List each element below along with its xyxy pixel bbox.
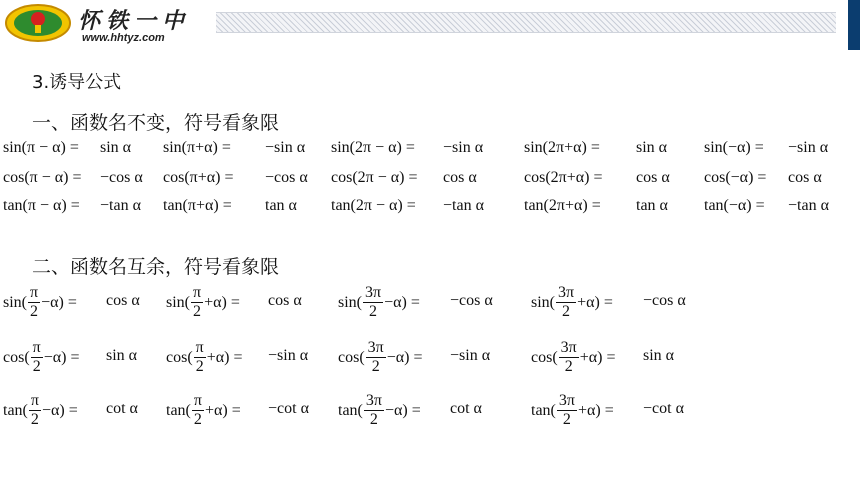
fraction — [556, 284, 576, 321]
formula-tail: +α) = — [204, 401, 241, 419]
fraction-numerator: 3π — [560, 339, 577, 356]
formula-rhs: −sin α — [443, 139, 484, 156]
formula-function: cos( — [531, 348, 558, 366]
fraction-numerator: π — [193, 392, 202, 409]
formula-rhs: cos α — [443, 169, 477, 186]
formula-rhs: −sin α — [450, 347, 491, 364]
formula-rhs: cot α — [450, 400, 482, 417]
formula-lhs: cos(−α) = — [704, 169, 767, 186]
formula-function: sin( — [166, 293, 190, 311]
formula-lhs: tan(π+α) = — [163, 197, 232, 214]
formula-tail: +α) = — [577, 401, 614, 419]
fraction-numerator: 3π — [365, 392, 382, 409]
formula-rhs: tan α — [636, 197, 668, 214]
formula-rhs: sin α — [100, 139, 132, 156]
formula-lhs: sin(π − α) = — [3, 139, 79, 156]
fraction-denominator: 2 — [195, 358, 204, 375]
formula-lhs: cos(2π+α) = — [524, 169, 603, 186]
formula-function: sin( — [338, 293, 362, 311]
formula-lhs: sin(−α) = — [704, 139, 764, 156]
fraction-denominator: 2 — [193, 411, 202, 428]
fraction-numerator: π — [195, 339, 204, 356]
formula-lhs: sin(2π − α) = — [331, 139, 415, 156]
fraction-denominator: 2 — [369, 411, 378, 428]
formula-lhs — [531, 339, 616, 376]
formula-function: cos( — [338, 348, 365, 366]
formula-lhs — [531, 392, 614, 429]
formula-rhs: −sin α — [265, 139, 306, 156]
formula-lhs — [166, 392, 241, 429]
school-name: 怀铁一中 — [78, 8, 191, 34]
formula-rhs: cos α — [636, 169, 670, 186]
formula-rhs: −cos α — [643, 292, 686, 309]
fraction — [31, 339, 43, 376]
formula-lhs — [3, 284, 77, 321]
formula-function: cos( — [3, 348, 30, 366]
formula-rhs: −sin α — [788, 139, 829, 156]
formula-rhs: sin α — [106, 347, 138, 364]
formula-rhs: −cos α — [450, 292, 493, 309]
fraction-denominator: 2 — [30, 411, 39, 428]
fraction — [364, 392, 384, 429]
formula-function: sin( — [531, 293, 555, 311]
formula-lhs: tan(−α) = — [704, 197, 765, 214]
formula-rhs: cos α — [268, 292, 302, 309]
formula-lhs: sin(π+α) = — [163, 139, 231, 156]
fraction-denominator: 2 — [193, 303, 202, 320]
school-url: www.hhtyz.com — [82, 32, 165, 44]
fraction — [557, 392, 577, 429]
formula-lhs: tan(2π+α) = — [524, 197, 601, 214]
formula-rhs: sin α — [636, 139, 668, 156]
fraction — [28, 284, 40, 321]
formula-function: tan( — [531, 401, 556, 419]
formula-rhs: cos α — [106, 292, 140, 309]
section-title: 3.诱导公式 — [32, 72, 122, 93]
group1-title: 一、函数名不变，符号看象限 — [32, 112, 280, 134]
formula-tail: −α) = — [384, 293, 420, 311]
formula-lhs — [3, 339, 80, 376]
formula-rhs: cot α — [106, 400, 138, 417]
fraction — [191, 284, 203, 321]
formula-function: tan( — [3, 401, 28, 419]
formula-lhs: tan(2π − α) = — [331, 197, 416, 214]
formula-tail: +α) = — [579, 348, 616, 366]
fraction-numerator: π — [30, 284, 39, 301]
fraction — [363, 284, 383, 321]
formula-rhs: −tan α — [100, 197, 141, 214]
formula-lhs — [166, 284, 240, 321]
fraction-denominator: 2 — [371, 358, 380, 375]
formula-lhs: cos(2π − α) = — [331, 169, 418, 186]
formula-rhs: cos α — [788, 169, 822, 186]
fraction-denominator: 2 — [562, 303, 571, 320]
fraction-numerator: 3π — [365, 284, 382, 301]
fraction-denominator: 2 — [32, 358, 41, 375]
fraction-numerator: π — [193, 284, 202, 301]
formula-rhs: −cot α — [268, 400, 309, 417]
formula-rhs: −cos α — [100, 169, 143, 186]
fraction — [192, 392, 204, 429]
formula-tail: −α) = — [384, 401, 421, 419]
fraction-numerator: 3π — [558, 392, 575, 409]
header-edge-bar — [848, 0, 860, 50]
formula-rhs: sin α — [643, 347, 675, 364]
formula-function: cos( — [166, 348, 193, 366]
formula-rhs: −sin α — [268, 347, 309, 364]
header-stripe — [216, 12, 836, 33]
fraction-numerator: π — [32, 339, 41, 356]
fraction — [194, 339, 206, 376]
fraction-denominator: 2 — [564, 358, 573, 375]
school-logo-icon — [4, 3, 72, 43]
formula-rhs: −tan α — [788, 197, 829, 214]
group2-title: 二、函数名互余，符号看象限 — [32, 256, 280, 278]
formula-lhs — [166, 339, 243, 376]
formula-lhs: sin(2π+α) = — [524, 139, 600, 156]
formula-lhs — [338, 392, 421, 429]
fraction — [559, 339, 579, 376]
page-header — [0, 0, 860, 50]
formula-tail: +α) = — [204, 293, 240, 311]
formula-rhs: −cot α — [643, 400, 684, 417]
formula-function: sin( — [3, 293, 27, 311]
formula-tail: −α) = — [43, 348, 80, 366]
formula-lhs — [338, 339, 423, 376]
formula-lhs — [338, 284, 420, 321]
formula-tail: −α) = — [41, 293, 77, 311]
formula-function: tan( — [166, 401, 191, 419]
fraction-numerator: 3π — [367, 339, 384, 356]
formula-lhs — [3, 392, 78, 429]
formula-tail: −α) = — [386, 348, 423, 366]
formula-lhs — [531, 284, 613, 321]
fraction — [366, 339, 386, 376]
fraction-denominator: 2 — [562, 411, 571, 428]
formula-rhs: tan α — [265, 197, 297, 214]
formula-lhs: cos(π − α) = — [3, 169, 82, 186]
fraction-numerator: π — [30, 392, 39, 409]
fraction-denominator: 2 — [369, 303, 378, 320]
formula-lhs: cos(π+α) = — [163, 169, 234, 186]
fraction-numerator: 3π — [558, 284, 575, 301]
formula-tail: −α) = — [41, 401, 78, 419]
fraction — [29, 392, 41, 429]
formula-rhs: −tan α — [443, 197, 484, 214]
formula-lhs: tan(π − α) = — [3, 197, 80, 214]
fraction-denominator: 2 — [30, 303, 39, 320]
formula-tail: +α) = — [577, 293, 613, 311]
formula-rhs: −cos α — [265, 169, 308, 186]
formula-function: tan( — [338, 401, 363, 419]
formula-tail: +α) = — [206, 348, 243, 366]
